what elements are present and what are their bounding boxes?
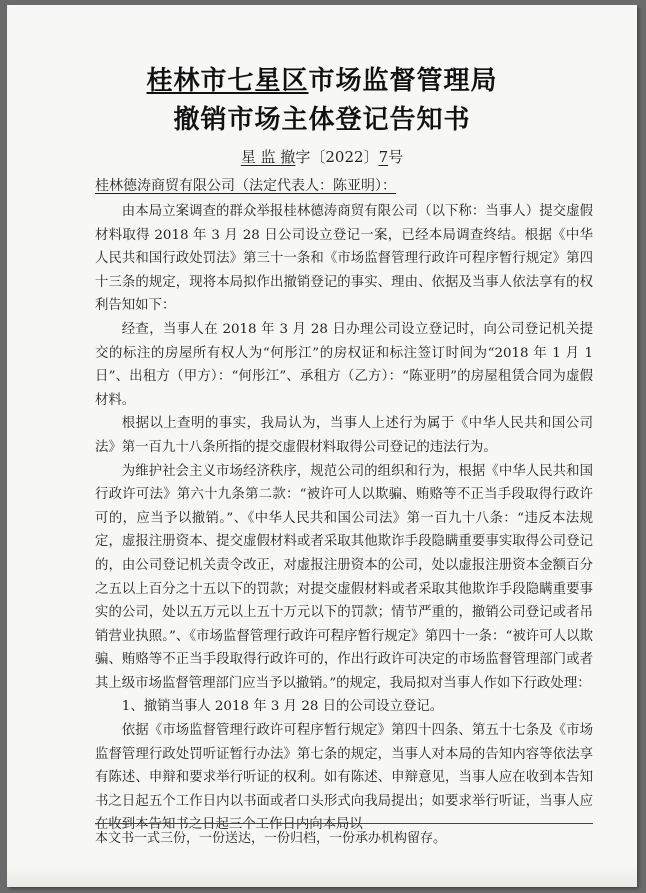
paragraph-legal-basis: 为维护社会主义市场经济秩序，规范公司的组织和行为，根据《中华人民共和国行政许可法》第六十九条第二款：“被许可人以欺骗、贿赂等不正当手段取得行政许可的，应当予以撤销。”、《中华人民共和国公司法》第一百九十八条：“违反本法规定，虚报注册资本、提交虚假材料或者采取其他欺诈手段隐瞒重要事实取得公司登记的，由公司登记机关责令改正，对虚报注册资本的公司，处以虚报注册资本金额百分之五以上百分之十五以下的罚款；对提交虚假材料或者采取其他欺诈手段隐瞒重要事实的公司，处以五万元以上五十万元以下的罚款；情节严重的，撤销公司登记或者吊销营业执照。”、《市场监督管理行政许可程序暂行规定》第四十一条：“被许可人以欺骗、贿赂等不正当手段取得行政许可的，作出行政许可决定的市场监督管理部门或者其上级市场监督管理部门应当予以撤销。”的规定，我局拟对当事人作如下行政处理： — [95, 463, 593, 691]
title-agency-district: 桂林市七星区 — [146, 66, 309, 96]
addressee: 桂林德涛商贸有限公司（法定代表人：陈亚明）： — [95, 178, 396, 194]
document-title-line1 — [7, 65, 637, 97]
title-agency-name: 市场监督管理局 — [308, 66, 498, 96]
document-title-line2: 撤销市场主体登记告知书 — [173, 105, 471, 135]
scan-edge — [7, 863, 637, 887]
paragraph-intro: 由本局立案调查的群众举报桂林德涛商贸有限公司（以下称：当事人）提交虚假材料取得 2018 年 3 月 28 日公司设立登记一案，已经本局调查终结。根据《中华人民共和国行政处罚法》第三十一条和《市场监督管理行政许可程序暂行规定》第四十三条的规定，现将本局拟作出撤销登记的事实、理由、依据及当事人依法享有的权利告知如下： — [95, 204, 593, 314]
document-number — [7, 146, 637, 167]
doc-number-serial: 7 — [378, 148, 389, 166]
document-page — [7, 5, 637, 887]
paragraph-finding: 根据以上查明的事实，我局认为，当事人上述行为属于《中华人民共和国公司法》第一百九十八条所指的提交虚假材料取得公司登记的违法行为。 — [95, 416, 593, 455]
document-body — [95, 200, 593, 837]
paragraph-facts: 经查，当事人在 2018 年 3 月 28 日办理公司设立登记时，向公司登记机关提交的标注的房屋所有权人为“何彤江”的房权证和标注签订时间为“2018 年 1 月 1 日”、出租方（甲方）：“何彤江”、承租方（乙方）：“陈亚明”的房屋租赁合同为虚假材料。 — [95, 321, 593, 408]
doc-number-prefix: 星 监 撤 — [240, 148, 296, 166]
footer-note: 本文书一式三份，一份送达，一份归档，一份承办机构留存。 — [95, 831, 447, 846]
footer-divider — [95, 823, 593, 824]
paragraph-decision-item: 1、撤销当事人 2018 年 3 月 28 日的公司设立登记。 — [121, 699, 444, 715]
paragraph-rights: 依据《市场监督管理行政许可程序暂行规定》第四十四条、第五十七条及《市场监督管理行政处罚听证暂行办法》第七条的规定，当事人对本局的告知内容等依法享有陈述、申辩和要求举行听证的权利。如有陈述、申辩意见，当事人应在收到本告知书之日起五个工作日内以书面或者口头形式向我局提出；如要求举行听证，当事人应在收到本告知书之日起三个工作日内向本局以 — [95, 723, 593, 833]
doc-number-year: 字〔2022〕 — [295, 148, 379, 166]
doc-number-suffix: 号 — [388, 148, 404, 166]
